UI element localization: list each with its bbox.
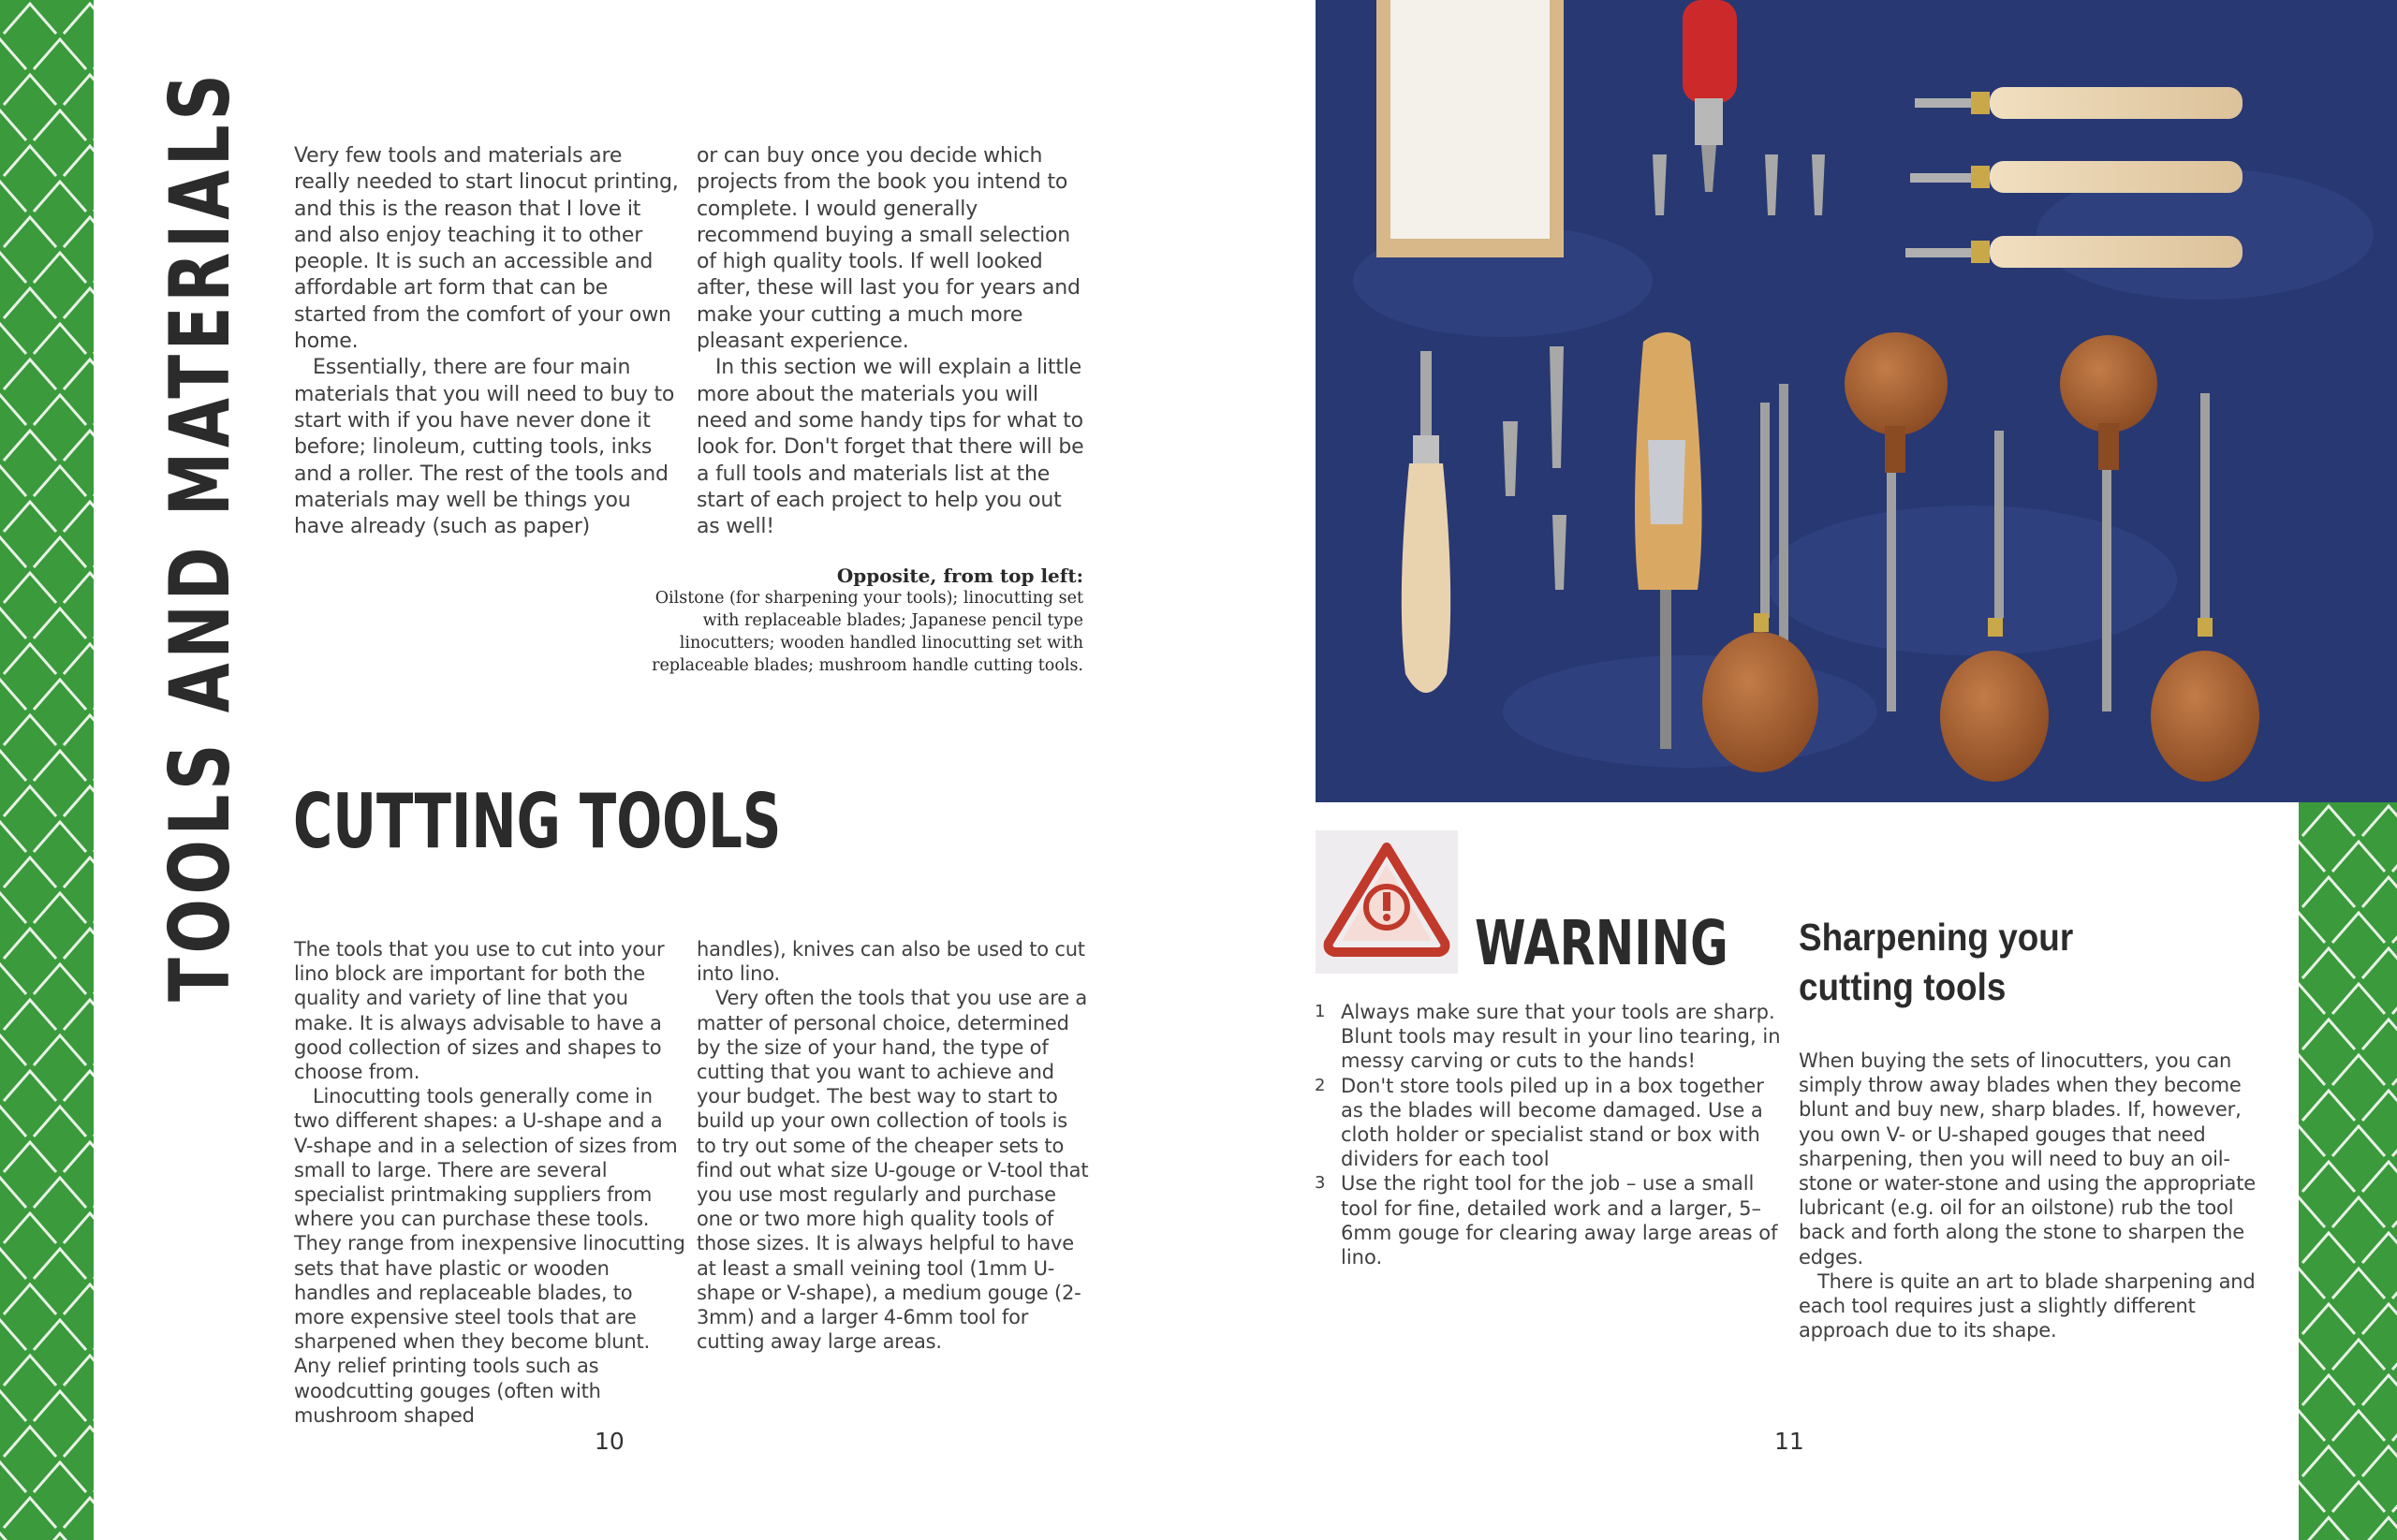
caption-text: Oilstone (for sharpening your tools); linocutting set with replaceable blades; Japanese pencil type linocutters; wooden handled linocutting set with replaceable blades; mushroom handle cutting tools. <box>652 589 1083 675</box>
sharpening-paragraph: When buying the sets of linocutters, you can simply throw away blades when they become blunt and buy new, sharp blades. If, however, you own V- or U-shaped gouges that need sharpening, then you will need to buy an oil-stone or water-stone and using the appropriate lubricant (e.g. oil for an oilstone) rub the tool back and forth along the stone to sharpen the edges. <box>1799 1049 2256 1269</box>
cutting-tools-column-1 <box>294 937 687 1428</box>
cutting-paragraph: Very often the tools that you use are a matter of personal choice, determined by the size of your hand, the type of cutting that you want to achieve and your budget. The best way to start to build up your own collection of tools is to try out some of the cheaper sets to find out what size U-gouge or V-tool that you use most regularly and purchase one or two more high quality tools of those sizes. It is always helpful to have at least a small veining tool (1mm U-shape or V-shape), a medium gouge (2-3mm) and a larger 4-6mm tool for cutting away large areas. <box>697 987 1089 1354</box>
warning-heading: WARNING <box>1475 907 1728 979</box>
intro-column-1 <box>294 143 682 540</box>
intro-paragraph: or can buy once you decide which projects from the book you intend to complete. I would generally recommend buying a small selection of high quality tools. If well looked after, these will last you for years and make your cutting a much more pleasant experience. <box>697 144 1081 354</box>
cutting-tools-heading: CUTTING TOOLS <box>293 778 782 865</box>
green-pattern-strip-left <box>0 0 94 1540</box>
intro-paragraph: Essentially, there are four main materials that you will need to buy to start with if you have never done it before; linoleum, cutting tools, inks and a roller. The rest of the tools and materials may well be things you have already (such as paper) <box>294 356 675 539</box>
tools-photo <box>1316 0 2397 802</box>
cutting-paragraph: The tools that you use to cut into your lino block are important for both the quality and variety of line that you make. It is always advisable to have a good collection of sizes and shapes to choose from. <box>294 938 665 1084</box>
cutting-tools-column-2 <box>697 937 1090 1354</box>
section-title: TOOLS AND MATERIALS <box>152 69 248 1002</box>
green-pattern-strip-right <box>2299 802 2397 1540</box>
cutting-paragraph: handles), knives can also be used to cut into lino. <box>697 938 1085 986</box>
caption-heading: Opposite, from top left: <box>836 565 1083 587</box>
sharpening-paragraph: There is quite an art to blade sharpening and each tool requires just a slightly different approach due to its shape. <box>1799 1269 2256 1342</box>
warning-triangle-icon <box>1316 830 1458 974</box>
tools-illustration <box>1316 0 2397 802</box>
intro-column-2 <box>697 143 1090 540</box>
photo-caption <box>618 565 1083 677</box>
intro-paragraph: Very few tools and materials are really needed to start linocut printing, and this is the reason that I love it and also enjoy teaching it to other people. It is such an accessible and affordable art form that can be started from the comfort of your own home. <box>294 144 679 354</box>
intro-paragraph: In this section we will explain a little more about the materials you will need and some handy tips for what to look for. Don't forget that there will be a full tools and materials list at the start of each project to help you out as well! <box>697 356 1084 539</box>
sharpening-heading: Sharpening your cutting tools <box>1799 916 2074 1008</box>
triangle-pattern-icon <box>0 0 94 1540</box>
list-item: 2 Don't store tools piled up in a box together as the blades will become damaged. Use a cloth holder or specialist stand or box with dividers for each tool <box>1315 1074 1764 1171</box>
cutting-paragraph: Linocutting tools generally come in two different shapes: a U-shape and a V-shape and in a selection of sizes from small to large. There are several specialist printmaking suppliers from where you can purchase these tools. They range from inexpensive linocutting sets that have plastic or wooden handles and replaceable blades, to more expensive steel tools that are sharpened when they become blunt. Any relief printing tools such as woodcutting gouges (often with mushroom shaped <box>294 1085 685 1427</box>
warning-list <box>1315 1000 1783 1269</box>
triangle-pattern-icon <box>2299 802 2397 1540</box>
sharpening-text <box>1799 1049 2267 1342</box>
page-number-left: 10 <box>595 1428 625 1455</box>
page-number-right: 11 <box>1774 1428 1804 1455</box>
list-item: 3 Use the right tool for the job – use a small tool for fine, detailed work and a larger, 5–6mm gouge for clearing away large areas of lino. <box>1315 1172 1778 1269</box>
list-item: 1 Always make sure that your tools are sharp. Blunt tools may result in your lino tearing, in messy carving or cuts to the hands! <box>1315 1001 1781 1073</box>
